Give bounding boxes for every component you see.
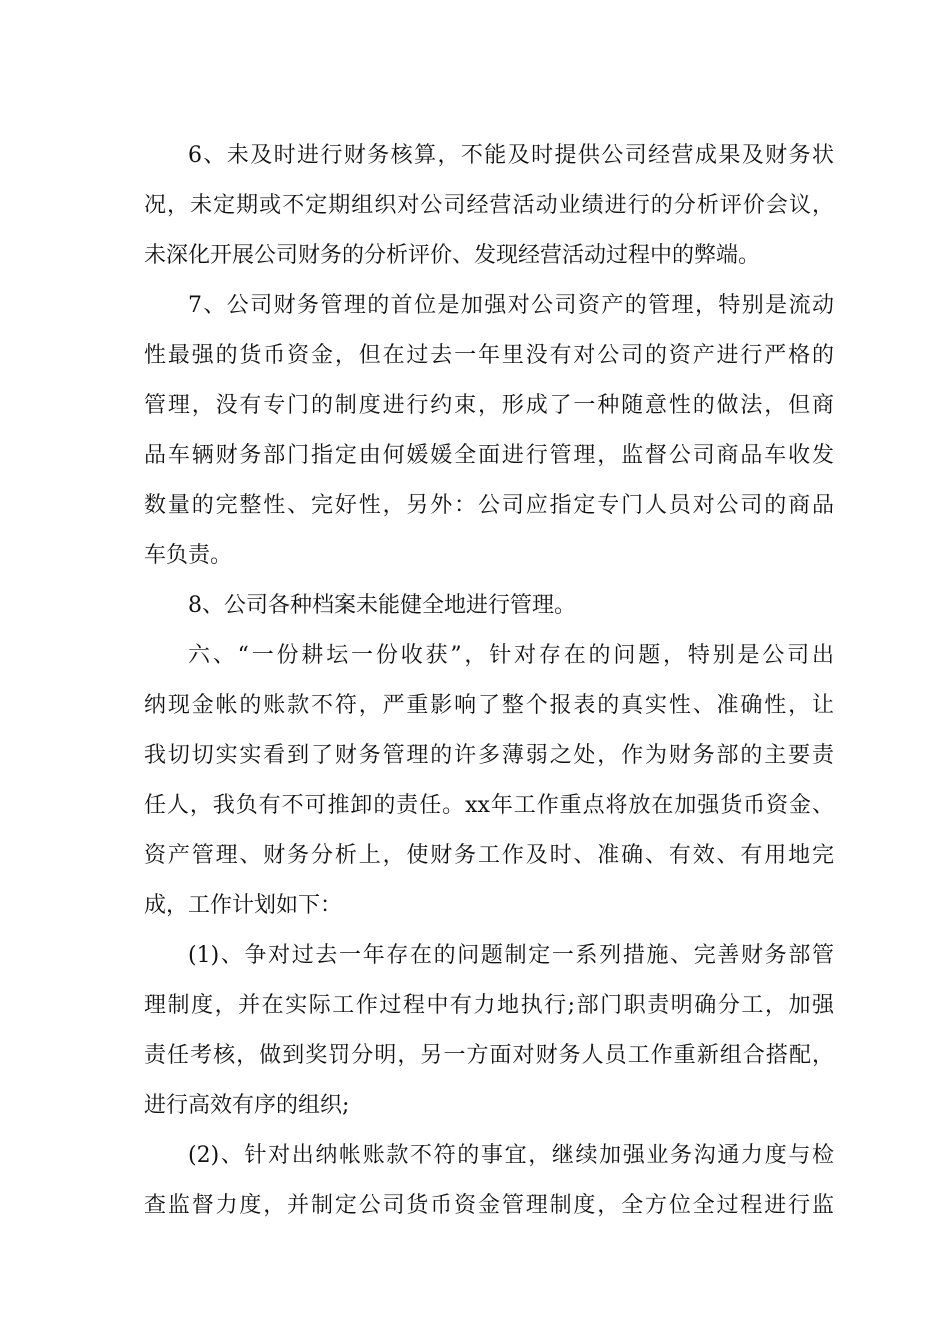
text-line: 查监督力度，并制定公司货币资金管理制度，全方位全过程进行监 (144, 1193, 834, 1218)
text-line: 理制度，并在实际工作过程中有力地执行;部门职责明确分工，加强 (144, 993, 834, 1018)
text-line: (2)、针对出纳帐账款不符的事宜，继续加强业务沟通力度与检 (188, 1143, 834, 1168)
text-line: (1)、争对过去一年存在的问题制定一系列措施、完善财务部管 (188, 943, 834, 968)
text-line: 8、公司各种档案未能健全地进行管理。 (188, 593, 576, 618)
text-line: 7、公司财务管理的首位是加强对公司资产的管理，特别是流动 (188, 293, 834, 318)
text-line: 数量的完整性、完好性，另外：公司应指定专门人员对公司的商品 (144, 493, 834, 518)
text-line: 性最强的货币资金，但在过去一年里没有对公司的资产进行严格的 (144, 343, 834, 368)
text-line: 资产管理、财务分析上，使财务工作及时、准确、有效、有用地完 (144, 843, 834, 868)
text-line: 六、“一份耕坛一份收获”，针对存在的问题，特别是公司出 (188, 643, 834, 668)
text-line: 车负责。 (144, 543, 233, 568)
text-line: 我切切实实看到了财务管理的许多薄弱之处，作为财务部的主要责 (144, 743, 834, 768)
text-line: 未深化开展公司财务的分析评价、发现经营活动过程中的弊端。 (144, 243, 761, 268)
text-line: 品车辆财务部门指定由何媛媛全面进行管理，监督公司商品车收发 (144, 443, 834, 468)
text-line: 管理，没有专门的制度进行约束，形成了一种随意性的做法，但商 (144, 393, 834, 418)
document-body (144, 131, 834, 1231)
text-line: 责任考核，做到奖罚分明，另一方面对财务人员工作重新组合搭配， (144, 1043, 834, 1068)
text-line: 6、未及时进行财务核算，不能及时提供公司经营成果及财务状 (188, 143, 834, 168)
text-line: 纳现金帐的账款不符，严重影响了整个报表的真实性、准确性，让 (144, 693, 834, 718)
text-line: 成，工作计划如下： (144, 893, 343, 918)
text-line: 任人，我负有不可推卸的责任。xx年工作重点将放在加强货币资金、 (144, 793, 834, 818)
text-line: 况，未定期或不定期组织对公司经营活动业绩进行的分析评价会议， (144, 193, 834, 218)
text-line: 进行高效有序的组织; (144, 1093, 350, 1118)
